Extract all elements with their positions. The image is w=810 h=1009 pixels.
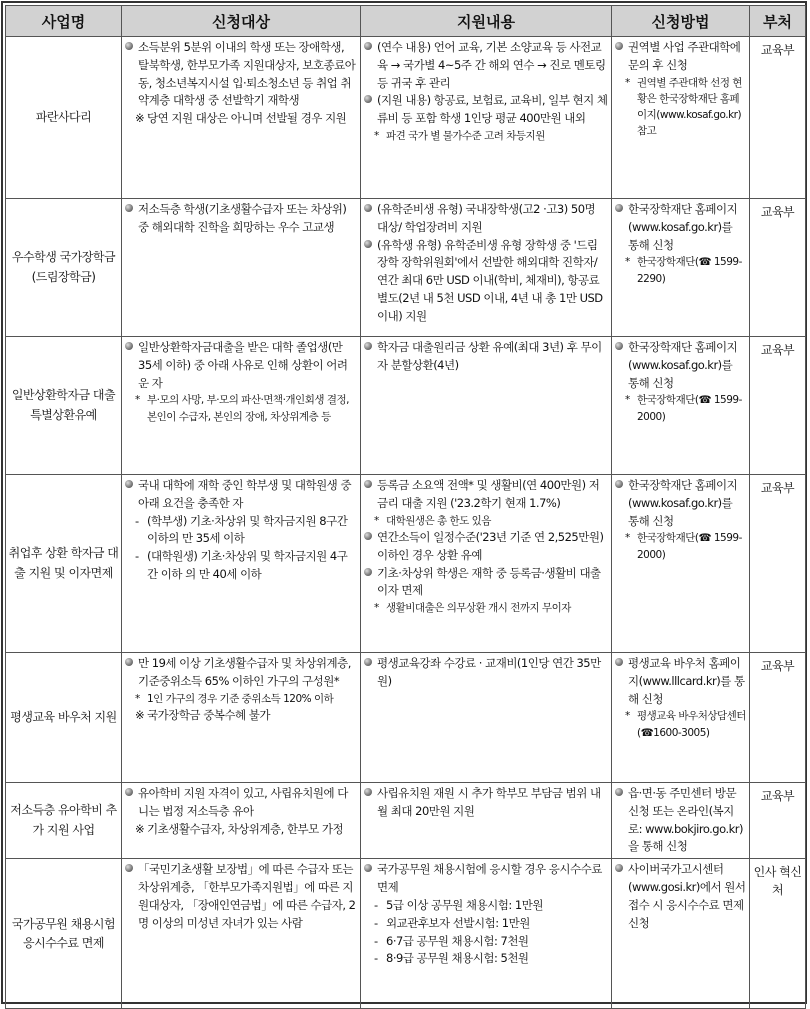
bullet-item	[364, 529, 608, 565]
note-item	[125, 821, 357, 839]
footnote-item	[615, 254, 746, 287]
dash-marker: -	[374, 933, 378, 948]
reference-mark-icon: ※	[135, 111, 145, 126]
table-row	[6, 337, 806, 475]
bullet-item	[364, 237, 608, 326]
department-cell	[750, 199, 806, 337]
item-text: 국가장학금 중복수혜 불가	[147, 707, 271, 722]
bullet-item	[364, 92, 608, 128]
department-cell	[750, 337, 806, 475]
dash-marker: -	[374, 951, 378, 966]
item-text: (연수 내용) 언어 교육, 기본 소양교육 등 사전교육 → 국가별 4~5주 간 해외 연수 → 진로 멘토링 등 귀국 후 관리	[377, 40, 606, 90]
item-text: (대학원생) 기초·차상위 및 학자금지원 4구간 이하 의 만 40세 이하	[147, 549, 348, 582]
method-cell	[612, 653, 750, 783]
program-name: 국가공무원 채용시험 응시수수료 면제	[11, 916, 116, 950]
program-name: 일반상환학자금 대출 특별상환유예	[11, 388, 116, 422]
footnote-item	[364, 600, 608, 616]
item-text: 유아학비 지원 자격이 있고, 사립유치원에 다니는 법정 저소득층 유아	[138, 786, 348, 818]
round-bullet-icon	[125, 864, 133, 872]
item-text: (지원 내용) 항공료, 보험료, 교육비, 일부 현지 체류비 등 포함 학생 1인당 평균 400만원 내외	[377, 93, 608, 126]
bullet-item	[615, 339, 746, 392]
program-name-cell	[6, 199, 122, 337]
target-cell	[122, 199, 361, 337]
program-name-cell	[6, 859, 122, 1009]
bullet-item	[615, 39, 746, 75]
bullet-item	[125, 861, 357, 932]
support-cell	[361, 859, 612, 1009]
target-cell	[122, 783, 361, 859]
table-row	[6, 37, 806, 199]
method-cell	[612, 37, 750, 199]
item-text: 연간소득이 일정수준('23년 기준 연 2,525만원) 이하인 경우 상환 유예	[377, 529, 604, 562]
round-bullet-icon	[615, 480, 623, 488]
round-bullet-icon	[364, 568, 372, 576]
bullet-item	[125, 39, 357, 110]
department-name: 교육부	[760, 205, 795, 219]
table-row	[6, 199, 806, 337]
dash-item	[364, 897, 608, 915]
item-text: 국내 대학에 재학 중인 학부생 및 대학원생 중 아래 요건을 충족한 자	[138, 478, 352, 510]
round-bullet-icon	[125, 204, 133, 212]
round-bullet-icon	[364, 788, 372, 796]
asterisk-marker: *	[625, 394, 630, 407]
note-item	[125, 110, 357, 128]
asterisk-marker: *	[135, 692, 140, 705]
reference-mark-icon: ※	[135, 707, 145, 722]
bullet-item	[364, 565, 608, 601]
asterisk-marker: *	[625, 532, 630, 545]
item-text: 평생교육강좌 수강료 · 교재비(1인당 연간 35만원)	[377, 656, 601, 688]
support-cell	[361, 199, 612, 337]
item-text: 당연 지원 대상은 아니며 선발될 경우 지원	[147, 111, 347, 126]
footnote-item	[364, 128, 608, 144]
item-text: 학자금 대출원리금 상환 유예(최대 3년) 후 무이자 분할상환(4년)	[377, 340, 602, 372]
item-text: 권역별 사업 주관대학에 문의 후 신청	[628, 40, 741, 72]
target-cell	[122, 653, 361, 783]
program-name-cell	[6, 475, 122, 653]
dash-item	[364, 915, 608, 933]
item-text: 생활비대출은 의무상환 개시 전까지 무이자	[386, 602, 571, 615]
round-bullet-icon	[364, 864, 372, 872]
program-name: 파란사다리	[35, 109, 92, 124]
item-text: 읍·면·동 주민센터 방문 신청 또는 온라인(복지로: www.bokjiro.go.kr)을 통해 신청	[628, 786, 743, 854]
round-bullet-icon	[364, 658, 372, 666]
asterisk-marker: *	[625, 256, 630, 269]
bullet-item	[615, 655, 746, 708]
target-cell	[122, 337, 361, 475]
item-text: 일반상환학자금대출을 받은 대학 졸업생(만 35세 이하) 중 아래 사유로 인해 상환이 어려운 자	[138, 340, 348, 390]
bullet-item	[615, 861, 746, 932]
item-text: 평생교육 바우처상담센터 (☎1600-3005)	[637, 710, 746, 739]
item-text: 「국민기초생활 보장법」에 따른 수급자 또는 차상위계층, 「한부모가족지원법」에 따른 지원대상자, 「장애인연금법」에 따른 수급자, 2명 이상의 미성년 자녀가 있는 사람	[138, 862, 356, 930]
table-row	[6, 783, 806, 859]
asterisk-marker: *	[374, 130, 379, 143]
item-text: 한국장학재단(☎ 1599-2000)	[637, 532, 742, 561]
round-bullet-icon	[364, 480, 372, 488]
department-name: 교육부	[760, 43, 795, 57]
department-name: 인사 혁신처	[753, 865, 802, 898]
round-bullet-icon	[364, 342, 372, 350]
item-text: 만 19세 이상 기초생활수급자 및 차상위계층, 기준중위소득 65% 이하인 가구의 구성원*	[138, 656, 351, 688]
item-text: 한국장학재단 홈페이지(www.kosaf.go.kr)를 통해 신청	[628, 478, 738, 528]
program-name: 취업후 상환 학자금 대출 지원 및 이자면제	[8, 546, 119, 580]
round-bullet-icon	[364, 240, 372, 248]
item-text: 평생교육 바우처 홈페이지(www.lllcard.kr)를 통해 신청	[628, 656, 745, 706]
method-cell	[612, 337, 750, 475]
department-name: 교육부	[760, 659, 795, 673]
method-cell	[612, 783, 750, 859]
round-bullet-icon	[364, 532, 372, 540]
item-text: 외교관후보자 선발시험: 1만원	[386, 915, 530, 930]
item-text: 1인 가구의 경우 기준 중위소득 120% 이하	[147, 692, 334, 705]
header-program-name: 사업명	[6, 6, 122, 37]
dash-marker: -	[135, 549, 139, 564]
dash-item	[364, 950, 608, 968]
bullet-item	[615, 785, 746, 856]
item-text: 소득분위 5분위 이내의 학생 또는 장애학생, 탈북학생, 한부모가족 지원대상자, 보호종료아동, 청소년복지시설 입·퇴소청소년 등 취업 취약계층 대학생 중 선발학기 재학생	[138, 40, 356, 108]
item-text: 부·모의 사망, 부·모의 파산·면책·개인회생 결정, 본인이 수급자, 본인의 장애, 차상위계층 등	[147, 394, 349, 423]
header-target: 신청대상	[122, 6, 361, 37]
item-text: 한국장학재단 홈페이지(www.kosaf.go.kr)를 통해 신청	[628, 340, 738, 390]
round-bullet-icon	[364, 42, 372, 50]
item-text: 5급 이상 공무원 채용시험: 1만원	[386, 897, 543, 912]
dash-item	[125, 548, 357, 584]
item-text: 권역별 주관대학 선정 현황은 한국장학재단 홈페이지(www.kosaf.go.kr) 참고	[637, 76, 742, 138]
footnote-item	[364, 513, 608, 529]
item-text: 8·9급 공무원 채용시험: 5천원	[386, 951, 529, 966]
header-method: 신청방법	[612, 6, 750, 37]
program-name: 우수학생 국가장학금 (드림장학금)	[11, 250, 116, 284]
footnote-item	[615, 392, 746, 425]
item-text: 사립유치원 재원 시 추가 학부모 부담금 범위 내 월 최대 20만원 지원	[377, 786, 601, 818]
round-bullet-icon	[615, 788, 623, 796]
footnote-item	[615, 708, 746, 741]
support-cell	[361, 37, 612, 199]
target-cell	[122, 475, 361, 653]
method-cell	[612, 859, 750, 1009]
item-text: 대학원생은 총 한도 있음	[386, 514, 491, 527]
round-bullet-icon	[615, 864, 623, 872]
table-row	[6, 653, 806, 783]
program-name: 저소득층 유아학비 추가 지원 사업	[10, 803, 117, 837]
bullet-item	[125, 655, 357, 691]
program-name-cell	[6, 37, 122, 199]
header-support: 지원내용	[361, 6, 612, 37]
method-cell	[612, 199, 750, 337]
note-item	[125, 707, 357, 725]
bullet-item	[615, 477, 746, 530]
asterisk-marker: *	[135, 394, 140, 407]
target-cell	[122, 859, 361, 1009]
item-text: 사이버국가고시센터(www.gosi.kr)에서 원서접수 시 응시수수료 면제 신청	[628, 862, 746, 930]
item-text: 파견 국가 별 물가수준 고려 차등지원	[386, 130, 545, 143]
round-bullet-icon	[125, 658, 133, 666]
bullet-item	[364, 339, 608, 375]
department-cell	[750, 37, 806, 199]
bullet-item	[364, 861, 608, 897]
item-text: 등록금 소요액 전액* 및 생활비(연 400만원) 저금리 대출 지원 ('23.2학기 현재 1.7%)	[377, 478, 600, 510]
bullet-item	[364, 201, 608, 237]
department-name: 교육부	[760, 343, 795, 357]
bullet-item	[125, 339, 357, 392]
dash-marker: -	[374, 897, 378, 912]
round-bullet-icon	[364, 204, 372, 212]
bullet-item	[125, 785, 357, 821]
footnote-item	[125, 392, 357, 425]
support-cell	[361, 475, 612, 653]
department-cell	[750, 859, 806, 1009]
item-text: 저소득층 학생(기초생활수급자 또는 차상위) 중 해외대학 진학을 희망하는 우수 고교생	[138, 202, 347, 234]
bullet-item	[364, 655, 608, 691]
round-bullet-icon	[615, 658, 623, 666]
round-bullet-icon	[364, 95, 372, 103]
support-cell	[361, 337, 612, 475]
department-name: 교육부	[760, 789, 795, 803]
item-text: 국가공무원 채용시험에 응시할 경우 응시수수료 면제	[377, 862, 602, 895]
bullet-item	[364, 477, 608, 513]
item-text: 한국장학재단(☎ 1599-2290)	[637, 256, 742, 285]
table-row	[6, 475, 806, 653]
asterisk-marker: *	[374, 602, 379, 615]
bullet-item	[615, 201, 746, 254]
dash-marker: -	[374, 915, 378, 930]
item-text: 기초생활수급자, 차상위계층, 한부모 가정	[147, 821, 344, 836]
table-row	[6, 859, 806, 1009]
support-cell	[361, 653, 612, 783]
item-text: 한국장학재단(☎ 1599-2000)	[637, 394, 742, 423]
asterisk-marker: *	[625, 710, 630, 723]
method-cell	[612, 475, 750, 653]
department-name: 교육부	[760, 481, 795, 495]
round-bullet-icon	[125, 342, 133, 350]
dash-marker: -	[135, 513, 139, 528]
header-department: 부처	[750, 6, 806, 37]
bullet-item	[364, 39, 608, 92]
program-name-cell	[6, 653, 122, 783]
support-cell	[361, 783, 612, 859]
department-cell	[750, 475, 806, 653]
item-text: (학부생) 기초·차상위 및 학자금지원 8구간 이하의 만 35세 이하	[147, 513, 348, 546]
asterisk-marker: *	[374, 514, 379, 527]
footnote-item	[615, 530, 746, 563]
header-row	[6, 6, 806, 37]
target-cell	[122, 37, 361, 199]
program-name: 평생교육 바우처 지원	[10, 709, 117, 724]
round-bullet-icon	[615, 204, 623, 212]
footnote-item	[615, 75, 746, 140]
dash-item	[364, 933, 608, 951]
round-bullet-icon	[615, 342, 623, 350]
department-cell	[750, 783, 806, 859]
dash-item	[125, 513, 357, 549]
item-text: (유학생 유형) 유학준비생 유형 장학생 중 '드림장학 장학위원회'에서 선발한 해외대학 진학자/ 연간 최대 6만 USD 이내(학비, 체재비), 항공료 별도(2년 내 5천 USD 이내, 4년 내 총 1만 USD 이내) 지원	[377, 237, 603, 323]
department-cell	[750, 653, 806, 783]
round-bullet-icon	[125, 480, 133, 488]
bullet-item	[364, 785, 608, 821]
round-bullet-icon	[125, 788, 133, 796]
round-bullet-icon	[615, 42, 623, 50]
item-text: 기초·차상위 학생은 재학 중 등록금·생활비 대출이자 면제	[377, 565, 601, 598]
bullet-item	[125, 201, 357, 237]
program-table	[5, 5, 806, 1009]
round-bullet-icon	[125, 42, 133, 50]
program-name-cell	[6, 783, 122, 859]
program-name-cell	[6, 337, 122, 475]
footnote-item	[125, 691, 357, 707]
bullet-item	[125, 477, 357, 513]
item-text: (유학준비생 유형) 국내장학생(고2 ·고3) 50명 대상/ 학업장려비 지원	[377, 202, 596, 234]
asterisk-marker: *	[625, 76, 630, 89]
item-text: 한국장학재단 홈페이지(www.kosaf.go.kr)를 통해 신청	[628, 202, 738, 252]
item-text: 6·7급 공무원 채용시험: 7천원	[386, 933, 529, 948]
reference-mark-icon: ※	[135, 821, 145, 836]
